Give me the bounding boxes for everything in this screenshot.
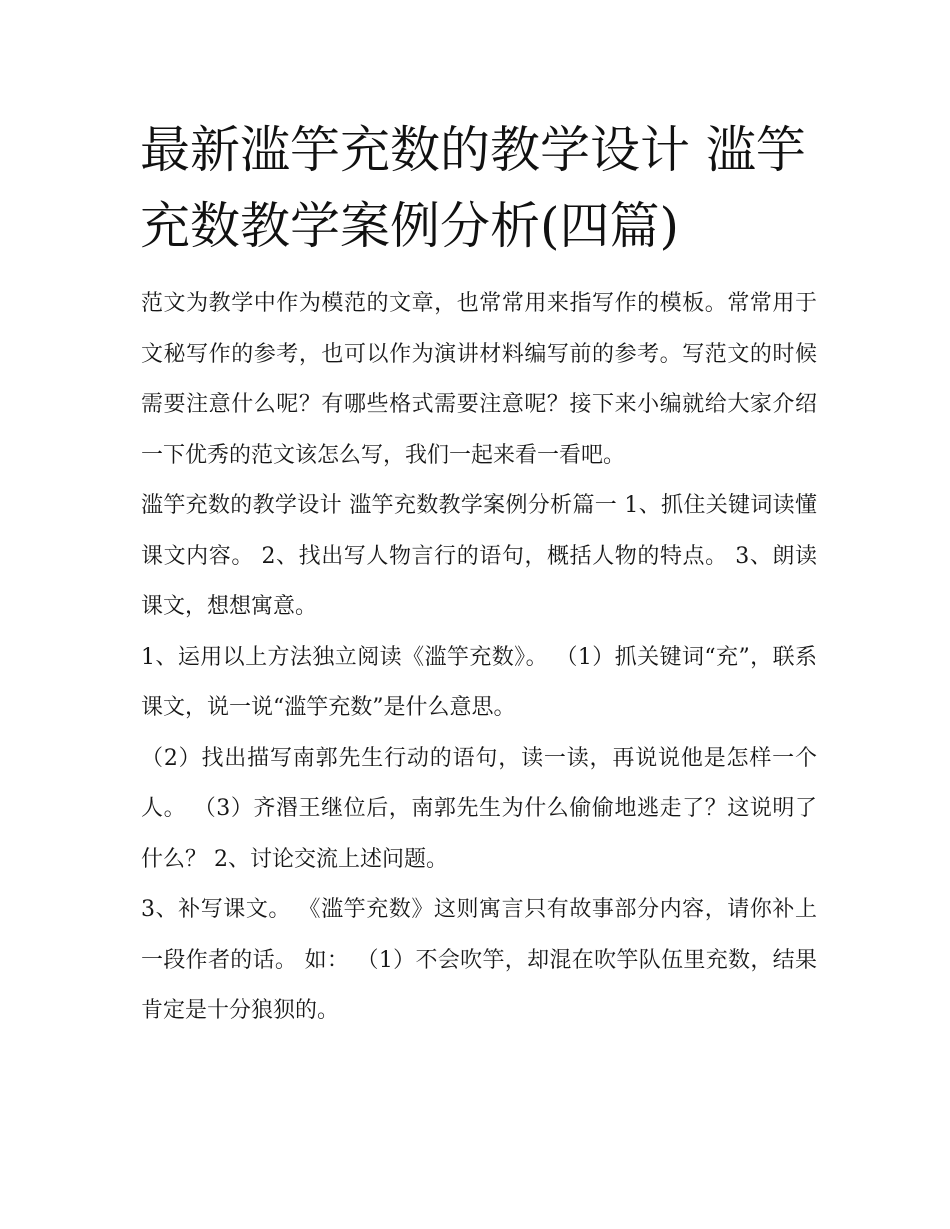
paragraph-step-one: 1、运用以上方法独立阅读《滥竽充数》。 （1）抓关键词“充”，联系课文，说一说“滥竽充数”是什么意思。 <box>141 644 817 720</box>
document-body <box>141 279 817 1037</box>
paragraph-section-one: 滥竽充数的教学设计 滥竽充数教学案例分析篇一 1、抓住关键词读懂课文内容。 2、找出写人物言行的语句，概括人物的特点。 3、朗读课文，想想寓意。 <box>141 493 817 619</box>
page-title: 最新滥竽充数的教学设计 滥竽充数教学案例分析(四篇) <box>140 121 806 255</box>
paragraph-step-two: （2）找出描写南郭先生行动的语句，读一读，再说说他是怎样一个人。 （3）齐湣王继位后，南郭先生为什么偷偷地逃走了？这说明了什么？ 2、讨论交流上述问题。 <box>141 745 817 872</box>
paragraph-step-three: 3、补写课文。 《滥竽充数》这则寓言只有故事部分内容，请你补上一段作者的话。 如： （1）不会吹竽，却混在吹竽队伍里充数，结果肯定是十分狼狈的。 <box>141 897 817 1023</box>
paragraph-intro: 范文为教学中作为模范的文章，也常常用来指写作的模板。常常用于文秘写作的参考，也可以作为演讲材料编写前的参考。写范文的时候需要注意什么呢？有哪些格式需要注意呢？接下来小编就给大家介绍一下优秀的范文该怎么写，我们一起来看一看吧。 <box>141 291 817 468</box>
